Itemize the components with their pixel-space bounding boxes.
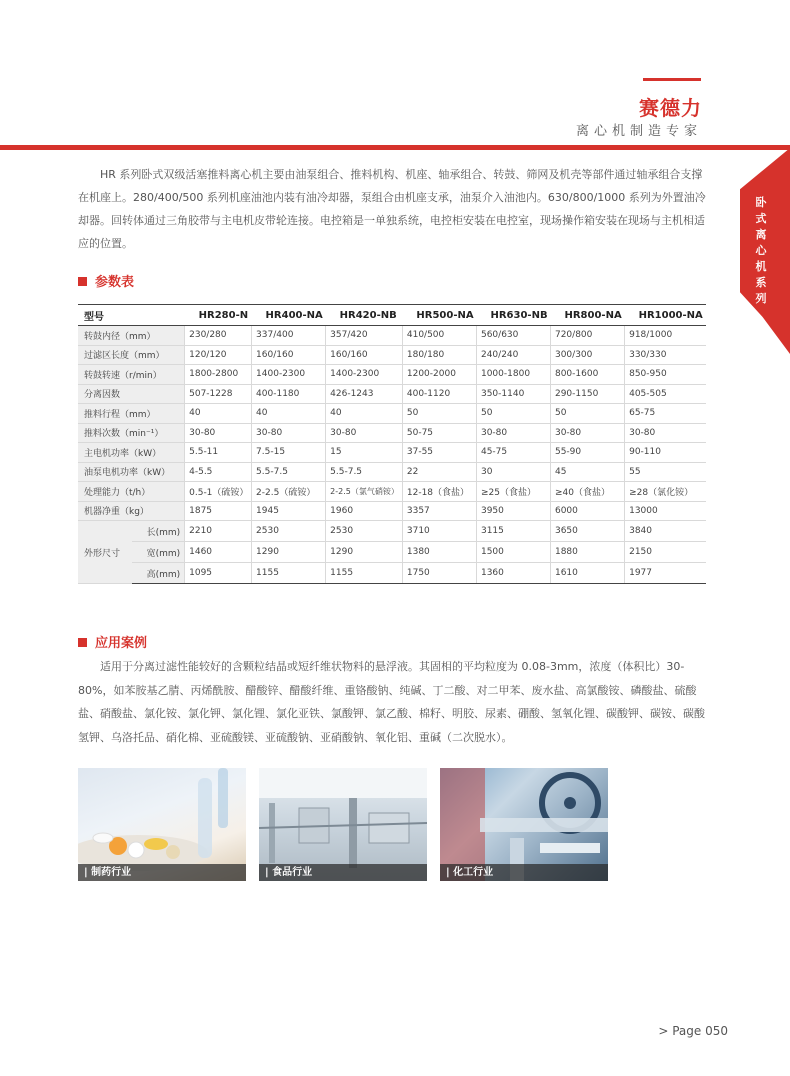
table-cell: 2-2.5（硫铵）: [252, 482, 326, 502]
table-row: [78, 404, 706, 424]
photo-caption: | 制药行业: [78, 864, 246, 881]
table-cell: 1945: [252, 501, 326, 521]
table-cell: 15: [326, 443, 403, 463]
table-cell: 50: [476, 404, 550, 424]
table-cell: 3115: [476, 521, 550, 542]
row-label: 机器净重（kg）: [78, 501, 185, 521]
table-cell: 240/240: [476, 345, 550, 365]
pharmaceutical-photo: [78, 768, 246, 881]
params-section-title: [78, 271, 134, 290]
table-cell: 1400-2300: [326, 365, 403, 385]
table-cell: 40: [185, 404, 252, 424]
table-cell: 55-90: [550, 443, 624, 463]
table-cell: 30: [476, 462, 550, 482]
intro-paragraph: HR 系列卧式双级活塞推料离心机主要由油泵组合、推料机构、机座、轴承组合、转鼓、筛网及机壳等部件通过轴承组合支撑在机座上。280/400/500 系列机座油池内装有油冷却器，泵组合由机座支承，油泵介入油池内。630/800/1000 系列为外置油冷却器。回转体通过三角胶带与主电机皮带轮连接。电控箱是一单独系统，电控柜安装在电控室，现场操作箱安装在现场与主机相适应的位置。: [78, 168, 706, 250]
header-cell: HR420-NB: [326, 305, 403, 326]
brand-tagline: 离心机制造专家: [575, 124, 702, 139]
table-cell: 1880: [550, 542, 624, 563]
row-label: 油泵电机功率（kW）: [78, 462, 185, 482]
table-cell: 55: [625, 462, 706, 482]
row-label: 过滤区长度（mm）: [78, 345, 185, 365]
table-cell: 37-55: [402, 443, 476, 463]
table-cell: 357/420: [326, 326, 403, 346]
table-cell: 3710: [402, 521, 476, 542]
table-cell: 1960: [326, 501, 403, 521]
food-factory-photo: [259, 768, 427, 881]
table-cell: 1460: [185, 542, 252, 563]
table-cell: 410/500: [402, 326, 476, 346]
table-cell: 400-1120: [402, 384, 476, 404]
table-row: [78, 423, 706, 443]
table-cell: 1500: [476, 542, 550, 563]
table-cell: 2210: [185, 521, 252, 542]
row-label: 分离因数: [78, 384, 185, 404]
row-label: 处理能力（t/h）: [78, 482, 185, 502]
table-row: [78, 443, 706, 463]
table-cell: 337/400: [252, 326, 326, 346]
table-cell: 45-75: [476, 443, 550, 463]
row-label: 推料次数（min⁻¹）: [78, 423, 185, 443]
table-cell: 400-1180: [252, 384, 326, 404]
table-cell: 426-1243: [326, 384, 403, 404]
table-row: [78, 345, 706, 365]
table-cell: 330/330: [625, 345, 706, 365]
table-cell: 3950: [476, 501, 550, 521]
table-cell: 90-110: [625, 443, 706, 463]
table-cell: 45: [550, 462, 624, 482]
chemical-pipes-photo: [440, 768, 608, 881]
table-cell: 850-950: [625, 365, 706, 385]
photo-caption: | 化工行业: [440, 864, 608, 881]
header-cell: HR1000-NA: [625, 305, 706, 326]
table-cell: 30-80: [185, 423, 252, 443]
table-cell: 30-80: [625, 423, 706, 443]
table-cell: 1380: [402, 542, 476, 563]
table-cell: ≥28（氯化铵）: [625, 482, 706, 502]
table-cell: 1875: [185, 501, 252, 521]
table-cell: 3650: [550, 521, 624, 542]
table-cell: 30-80: [252, 423, 326, 443]
table-cell: 800-1600: [550, 365, 624, 385]
table-row: [78, 521, 706, 542]
table-cell: 13000: [625, 501, 706, 521]
table-row: [78, 365, 706, 385]
application-title-text: 应用案例: [95, 636, 148, 651]
table-cell: 5.5-7.5: [326, 462, 403, 482]
row-label: 推料行程（mm）: [78, 404, 185, 424]
table-row: [78, 482, 706, 502]
table-row: [78, 563, 706, 584]
brand-accent-line: [643, 78, 701, 81]
dimension-sublabel: 宽(mm): [132, 542, 185, 563]
table-cell: 180/180: [402, 345, 476, 365]
table-cell: 4-5.5: [185, 462, 252, 482]
table-cell: 1360: [476, 563, 550, 584]
params-title-text: 参数表: [95, 275, 135, 290]
table-cell: 1977: [625, 563, 706, 584]
params-table: [78, 304, 706, 584]
table-cell: 1800-2800: [185, 365, 252, 385]
table-row: [78, 326, 706, 346]
table-cell: 1290: [326, 542, 403, 563]
row-label: 转鼓转速（r/min）: [78, 365, 185, 385]
table-cell: 1095: [185, 563, 252, 584]
photo-caption: | 食品行业: [259, 864, 427, 881]
table-cell: 120/120: [185, 345, 252, 365]
table-header-row: [78, 305, 706, 326]
row-label: 主电机功率（kW）: [78, 443, 185, 463]
table-cell: 160/160: [326, 345, 403, 365]
row-label: 转鼓内径（mm）: [78, 326, 185, 346]
header-cell: HR630-NB: [476, 305, 550, 326]
table-cell: 405-505: [625, 384, 706, 404]
header-cell: HR500-NA: [402, 305, 476, 326]
page-number: > Page 050: [658, 1024, 728, 1038]
table-cell: 3357: [402, 501, 476, 521]
table-cell: 30-80: [550, 423, 624, 443]
table-cell: 1610: [550, 563, 624, 584]
table-cell: 1750: [402, 563, 476, 584]
header-cell: 型号: [78, 305, 185, 326]
table-row: [78, 501, 706, 521]
dimension-sublabel: 长(mm): [132, 521, 185, 542]
table-cell: 300/300: [550, 345, 624, 365]
table-row: [78, 462, 706, 482]
table-cell: 1200-2000: [402, 365, 476, 385]
table-cell: 290-1150: [550, 384, 624, 404]
brand-name: 赛德力: [639, 96, 702, 120]
table-cell: 40: [326, 404, 403, 424]
table-cell: 507-1228: [185, 384, 252, 404]
header-rule: [0, 145, 790, 150]
table-cell: 65-75: [625, 404, 706, 424]
table-cell: 1155: [326, 563, 403, 584]
table-cell: 1290: [252, 542, 326, 563]
application-paragraph: 适用于分离过滤性能较好的含颗粒结晶或短纤维状物料的悬浮液。其固相的平均粒度为 0.08-3mm，浓度（体积比）30-80%，如苯胺基乙腈、丙烯酰胺、醋酸锌、醋酸纤维、重铬酸钠、纯碱、丁二酸、对二甲苯、废水盐、高氯酸铵、磷酸盐、硫酸盐、硝酸盐、氯化铵、氯化钾、氯化锂、氯化亚铁、氯酸钾、氯乙酸、棉籽、明胶、尿素、硼酸、氢氧化锂、碳酸钾、碳铵、碳酸氢钾、乌洛托品、硝化棉、亚硫酸镁、亚硫酸钠、亚硝酸钠、氧化铝、重碱（二次脱水）。: [78, 660, 705, 744]
table-cell: 5.5-7.5: [252, 462, 326, 482]
table-cell: 1400-2300: [252, 365, 326, 385]
table-cell: 2-2.5（氯气硝铵）: [326, 482, 403, 502]
table-cell: ≥40（食盐）: [550, 482, 624, 502]
table-cell: 50: [402, 404, 476, 424]
table-cell: 6000: [550, 501, 624, 521]
dimensions-label: 外形尺寸: [78, 521, 132, 584]
table-cell: ≥25（食盐）: [476, 482, 550, 502]
header-cell: HR400-NA: [252, 305, 326, 326]
dimension-sublabel: 高(mm): [132, 563, 185, 584]
table-cell: 30-80: [326, 423, 403, 443]
table-cell: 12-18（食盐）: [402, 482, 476, 502]
table-row: [78, 542, 706, 563]
table-cell: 50: [550, 404, 624, 424]
table-cell: 1000-1800: [476, 365, 550, 385]
table-cell: 7.5-15: [252, 443, 326, 463]
table-cell: 3840: [625, 521, 706, 542]
side-tab-label: 卧式离心机系列: [755, 196, 767, 305]
table-cell: 230/280: [185, 326, 252, 346]
table-row: [78, 384, 706, 404]
table-cell: 2150: [625, 542, 706, 563]
table-cell: 350-1140: [476, 384, 550, 404]
table-cell: 1155: [252, 563, 326, 584]
table-cell: 40: [252, 404, 326, 424]
table-cell: 50-75: [402, 423, 476, 443]
table-cell: 5.5-11: [185, 443, 252, 463]
table-cell: 22: [402, 462, 476, 482]
table-cell: 160/160: [252, 345, 326, 365]
table-cell: 0.5-1（硫铵）: [185, 482, 252, 502]
table-cell: 918/1000: [625, 326, 706, 346]
table-cell: 720/800: [550, 326, 624, 346]
table-cell: 2530: [252, 521, 326, 542]
table-cell: 560/630: [476, 326, 550, 346]
bullet-square-icon: [78, 277, 87, 286]
table-cell: 2530: [326, 521, 403, 542]
header-cell: HR280-N: [185, 305, 252, 326]
table-cell: 30-80: [476, 423, 550, 443]
application-section-title: [78, 632, 147, 651]
header-cell: HR800-NA: [550, 305, 624, 326]
bullet-square-icon: [78, 638, 87, 647]
